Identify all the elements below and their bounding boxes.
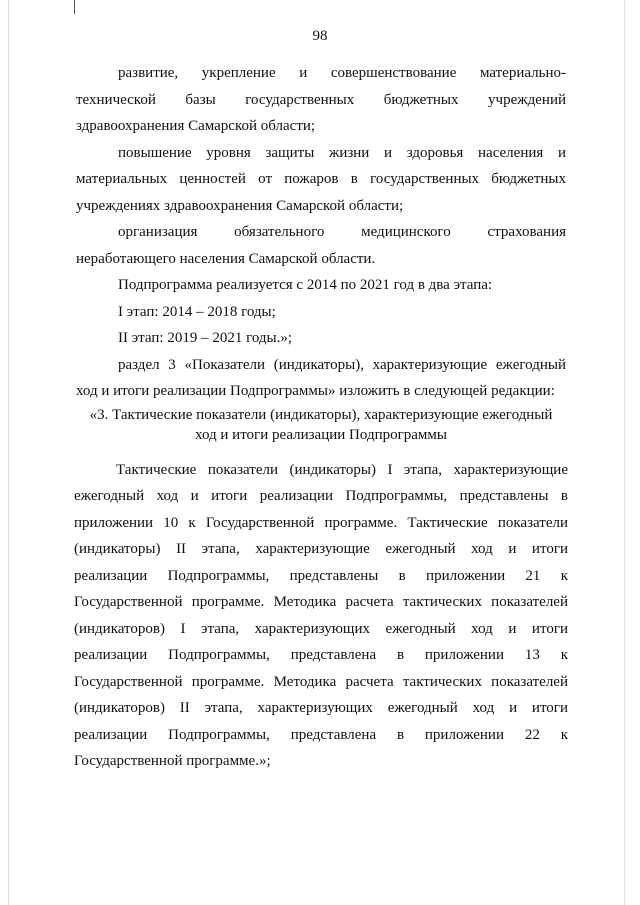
text-line: ход и итоги реализации Подпрограммы» изложить в следующей редакции: [76, 383, 555, 399]
paragraph [76, 140, 566, 220]
page-number: 98 [312, 28, 328, 44]
text-line: Государственной программе.»; [74, 753, 271, 769]
text-line: реализации Подпрограммы, представлены в приложении 21 к [74, 567, 568, 584]
scan-edge-right [624, 0, 625, 905]
section-heading-line: «3. Тактические показатели (индикаторы), характеризующие ежегодный [89, 406, 553, 423]
text-line: технической базы государственных бюджетных учреждений [76, 91, 566, 108]
text-line: неработающего населения Самарской области. [76, 250, 376, 267]
paragraph [74, 457, 568, 775]
text-line: материальных ценностей от пожаров в государственных бюджетных [76, 171, 566, 187]
text-line: реализации Подпрограммы, представлена в приложении 22 к [74, 726, 568, 743]
text-line: (индикаторов) I этапа, характеризующих ежегодный ход и итоги [74, 620, 568, 637]
text-line: (индикаторы) II этапа, характеризующие ежегодный ход и итоги [74, 541, 568, 557]
paragraph [76, 325, 566, 352]
text-line: (индикаторов) II этапа, характеризующих ежегодный ход и итоги [74, 700, 568, 716]
section-heading [68, 405, 574, 445]
text-line: приложении 10 к Государственной программе. Тактические показатели [74, 514, 568, 531]
paragraph [76, 219, 566, 272]
text-line: II этап: 2019 – 2021 годы.»; [118, 330, 293, 346]
text-line: Подпрограмма реализуется с 2014 по 2021 год в два этапа: [118, 277, 493, 293]
text-line: повышение уровня защиты жизни и здоровья населения и [118, 144, 566, 161]
scan-edge-left [8, 0, 9, 905]
text-line: Государственной программе. Методика расчета тактических показателей [74, 594, 568, 610]
scan-mark-top [74, 0, 75, 14]
section-heading-line: ход и итоги реализации Подпрограммы [195, 426, 447, 443]
text-line: I этап: 2014 – 2018 годы; [118, 303, 276, 320]
text-line: организация обязательного медицинского страхования [118, 224, 566, 240]
paragraph [76, 299, 566, 326]
document-body [76, 60, 566, 775]
text-line: раздел 3 «Показатели (индикаторы), характеризующие ежегодный [118, 356, 566, 373]
text-line: здравоохранения Самарской области; [76, 118, 316, 134]
paragraph [76, 352, 566, 405]
text-line: реализации Подпрограммы, представлена в приложении 13 к [74, 647, 568, 663]
text-line: учреждениях здравоохранения Самарской области; [76, 197, 404, 214]
paragraph [76, 272, 566, 299]
text-line: Государственной программе. Методика расчета тактических показателей [74, 673, 568, 690]
paragraph [76, 60, 566, 140]
text-line: развитие, укрепление и совершенствование материально- [118, 65, 566, 81]
text-line: Тактические показатели (индикаторы) I этапа, характеризующие [116, 461, 568, 478]
text-line: ежегодный ход и итоги реализации Подпрограммы, представлены в [74, 488, 568, 504]
